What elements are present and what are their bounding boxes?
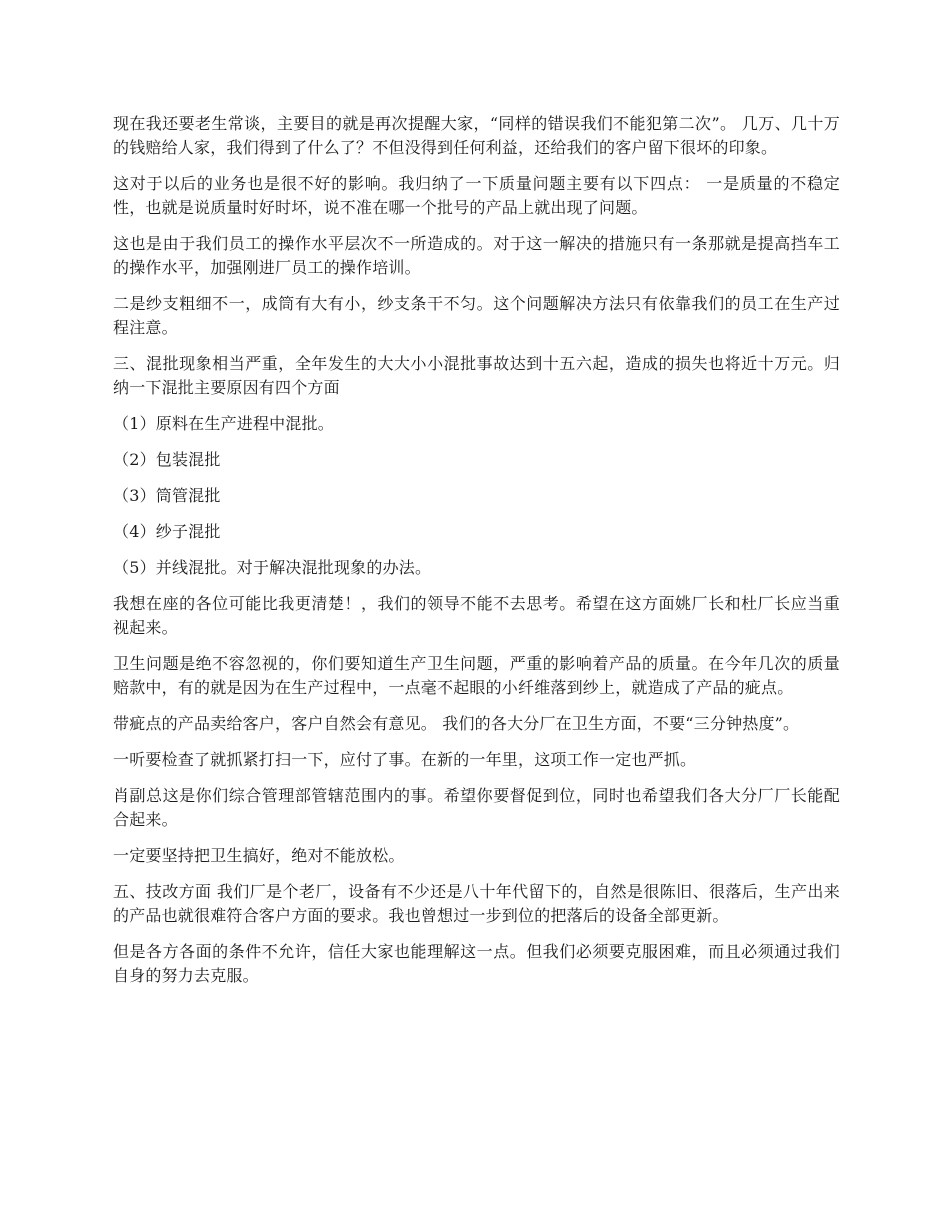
paragraph-6: 我想在座的各位可能比我更清楚！，我们的领导不能不去思考。希望在这方面姚厂长和杜厂长应当重视起来。 <box>113 594 840 637</box>
list-item-1: （1）原料在生产进程中混批。 <box>113 414 334 433</box>
paragraph-1: 现在我还要老生常谈，主要目的就是再次提醒大家，“同样的错误我们不能犯第二次”。 几万、几十万的钱赔给人家，我们得到了什么了？不但没得到任何利益，还给我们的客户留下很坏的印象。 <box>113 114 840 157</box>
list-item-5: （5）并线混批。对于解决混批现象的办法。 <box>113 558 432 577</box>
paragraph-11: 一定要坚持把卫生搞好，绝对不能放松。 <box>113 846 405 865</box>
document-body <box>113 112 840 988</box>
paragraph-12: 五、技改方面 我们厂是个老厂，设备有不少还是八十年代留下的，自然是很陈旧、很落后，生产出来的产品也就很难符合客户方面的要求。我也曾想过一步到位的把落后的设备全部更新。 <box>113 882 840 925</box>
paragraph-3: 这也是由于我们员工的操作水平层次不一所造成的。对于这一解决的措施只有一条那就是提高挡车工的操作水平，加强刚进厂员工的操作培训。 <box>113 234 840 277</box>
list-item-4: （4）纱子混批 <box>113 522 221 541</box>
paragraph-5: 三、混批现象相当严重，全年发生的大大小小混批事故达到十五六起，造成的损失也将近十万元。归纳一下混批主要原因有四个方面 <box>113 354 840 397</box>
paragraph-2: 这对于以后的业务也是很不好的影响。我归纳了一下质量问题主要有以下四点： 一是质量的不稳定性，也就是说质量时好时坏，说不准在哪一个批号的产品上就出现了问题。 <box>113 174 840 217</box>
paragraph-8: 带疵点的产品卖给客户，客户自然会有意见。 我们的各大分厂在卫生方面，不要“三分钟热度”。 <box>113 714 800 733</box>
paragraph-7: 卫生问题是绝不容忽视的，你们要知道生产卫生问题，严重的影响着产品的质量。在今年几次的质量赔款中，有的就是因为在生产过程中，一点毫不起眼的小纤维落到纱上，就造成了产品的疵点。 <box>113 654 840 697</box>
list-item-2: （2）包装混批 <box>113 450 221 469</box>
paragraph-4: 二是纱支粗细不一，成筒有大有小，纱支条干不匀。这个问题解决方法只有依靠我们的员工在生产过程注意。 <box>113 294 840 337</box>
paragraph-9: 一听要检查了就抓紧打扫一下，应付了事。在新的一年里，这项工作一定也严抓。 <box>113 750 697 769</box>
list-item-3: （3）筒管混批 <box>113 486 221 505</box>
paragraph-10: 肖副总这是你们综合管理部管辖范围内的事。希望你要督促到位，同时也希望我们各大分厂厂长能配合起来。 <box>113 786 840 829</box>
paragraph-13: 但是各方各面的条件不允许，信任大家也能理解这一点。但我们必须要克服困难，而且必须通过我们自身的努力去克服。 <box>113 942 840 985</box>
